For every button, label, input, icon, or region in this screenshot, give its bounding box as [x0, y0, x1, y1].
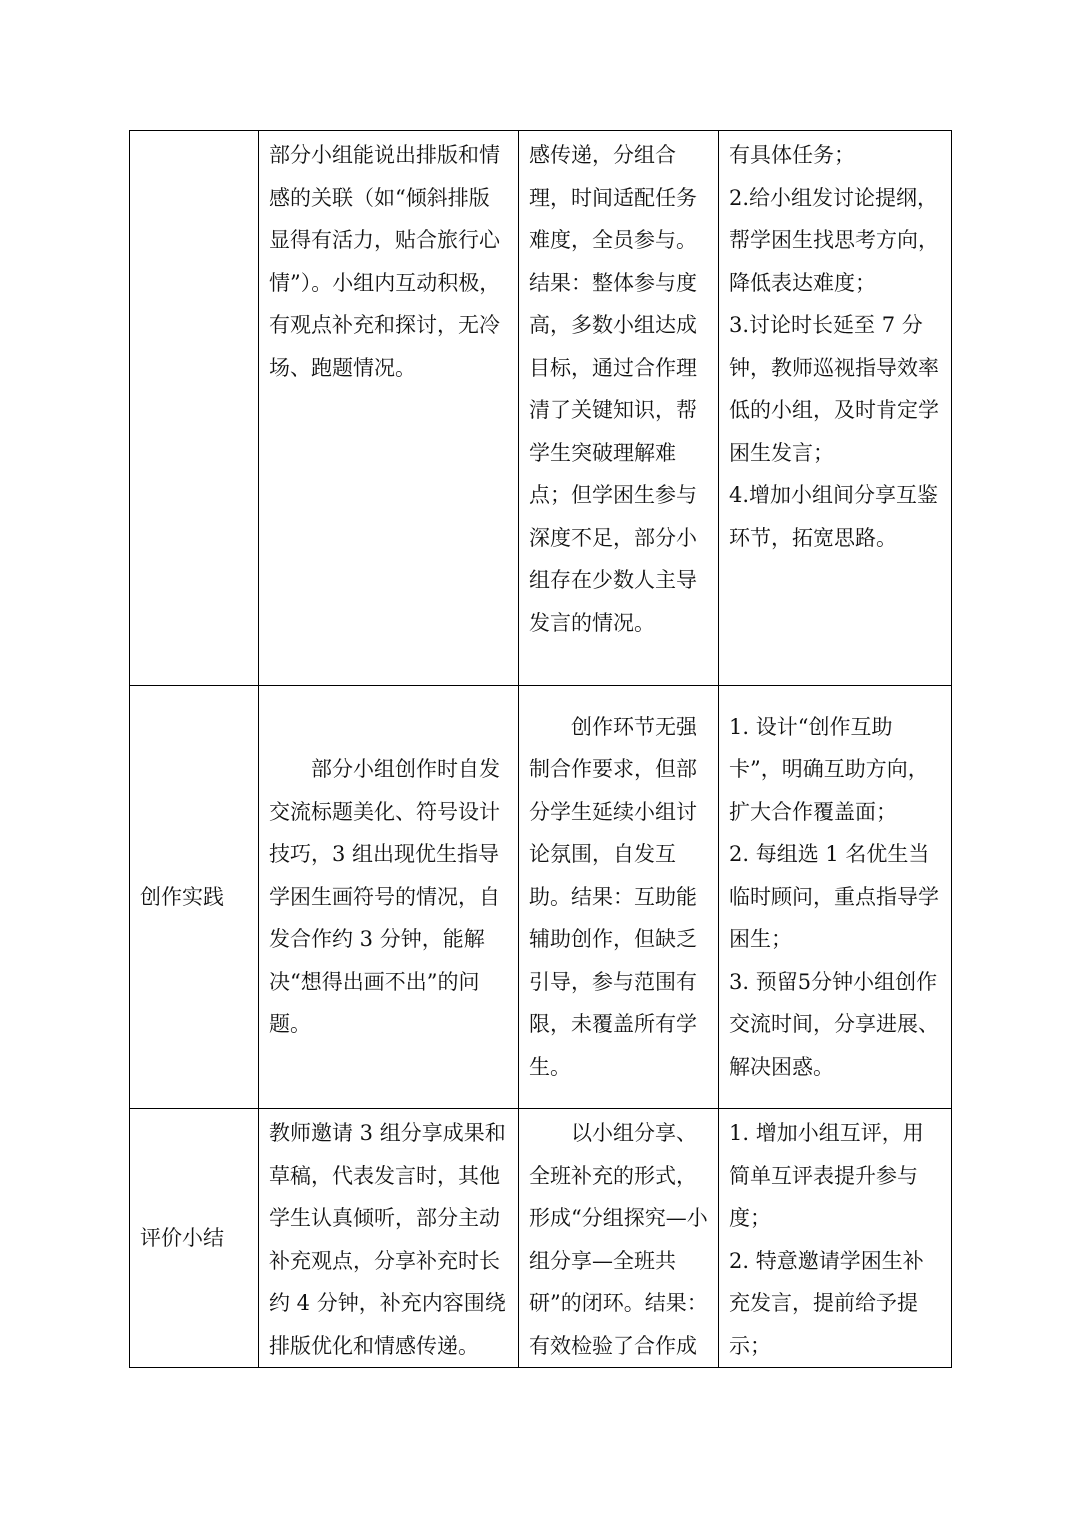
stage-cell: 评价小结 [130, 1109, 259, 1368]
improvement-item: 1. 设计“创作互助卡”，明确互助方向，扩大合作覆盖面； [729, 714, 929, 824]
improvement-item: 3.讨论时长延至 7 分钟，教师巡视指导效率低的小组，及时肯定学困生发言； [729, 313, 939, 465]
observation-cell: 教师邀请 3 组分享成果和草稿，代表发言时，其他学生认真倾听，部分主动补充观点，分享补充时长约 4 分钟，补充内容围绕排版优化和情感传递。 [259, 1109, 519, 1368]
improvement-item: 3. 预留5分钟小组创作交流时间，分享进展、解决困惑。 [729, 969, 939, 1079]
observation-cell: 部分小组能说出排版和情感的关联（如“倾斜排版显得有活力，贴合旅行心情”）。小组内互动积极，有观点补充和探讨，无冷场、跑题情况。 [259, 131, 519, 686]
analysis-cell: 以小组分享、全班补充的形式，形成“分组探究—小组分享—全班共研”的闭环。结果：有效检验了合作成 [519, 1109, 719, 1368]
improvement-cell [719, 686, 952, 1109]
improvement-item: 1. 增加小组互评，用简单互评表提升参与度； [729, 1121, 924, 1230]
table-row [130, 131, 952, 686]
improvement-item: 4.增加小组间分享互鉴环节，拓宽思路。 [729, 483, 939, 550]
analysis-cell: 感传递，分组合理，时间适配任务难度，全员参与。结果：整体参与度高，多数小组达成目标，通过合作理清了关键知识，帮学生突破理解难点；但学困生参与深度不足，部分小组存在少数人主导发言的情况。 [519, 131, 719, 686]
stage-cell: 创作实践 [130, 686, 259, 1109]
improvement-item: 2. 每组选 1 名优生当临时顾问，重点指导学困生； [729, 842, 939, 952]
improvement-item: 2.给小组发讨论提纲，帮学困生找思考方向，降低表达难度； [729, 185, 939, 295]
stage-cell [130, 131, 259, 686]
observation-cell: 部分小组创作时自发交流标题美化、符号设计技巧，3 组出现优生指导学困生画符号的情况，自发合作约 3 分钟，能解决“想得出画不出”的问题。 [259, 686, 519, 1109]
improvement-cell [719, 1109, 952, 1368]
analysis-cell: 创作环节无强制合作要求，但部分学生延续小组讨论氛围，自发互助。结果：互助能辅助创作，但缺乏引导，参与范围有限，未覆盖所有学生。 [519, 686, 719, 1109]
table-row [130, 686, 952, 1109]
improvement-item: 有具体任务； [729, 143, 855, 167]
table-row [130, 1109, 952, 1368]
evaluation-table [129, 130, 952, 1368]
improvement-item: 2. 特意邀请学困生补充发言，提前给予提示； [729, 1248, 924, 1358]
improvement-cell [719, 131, 952, 686]
